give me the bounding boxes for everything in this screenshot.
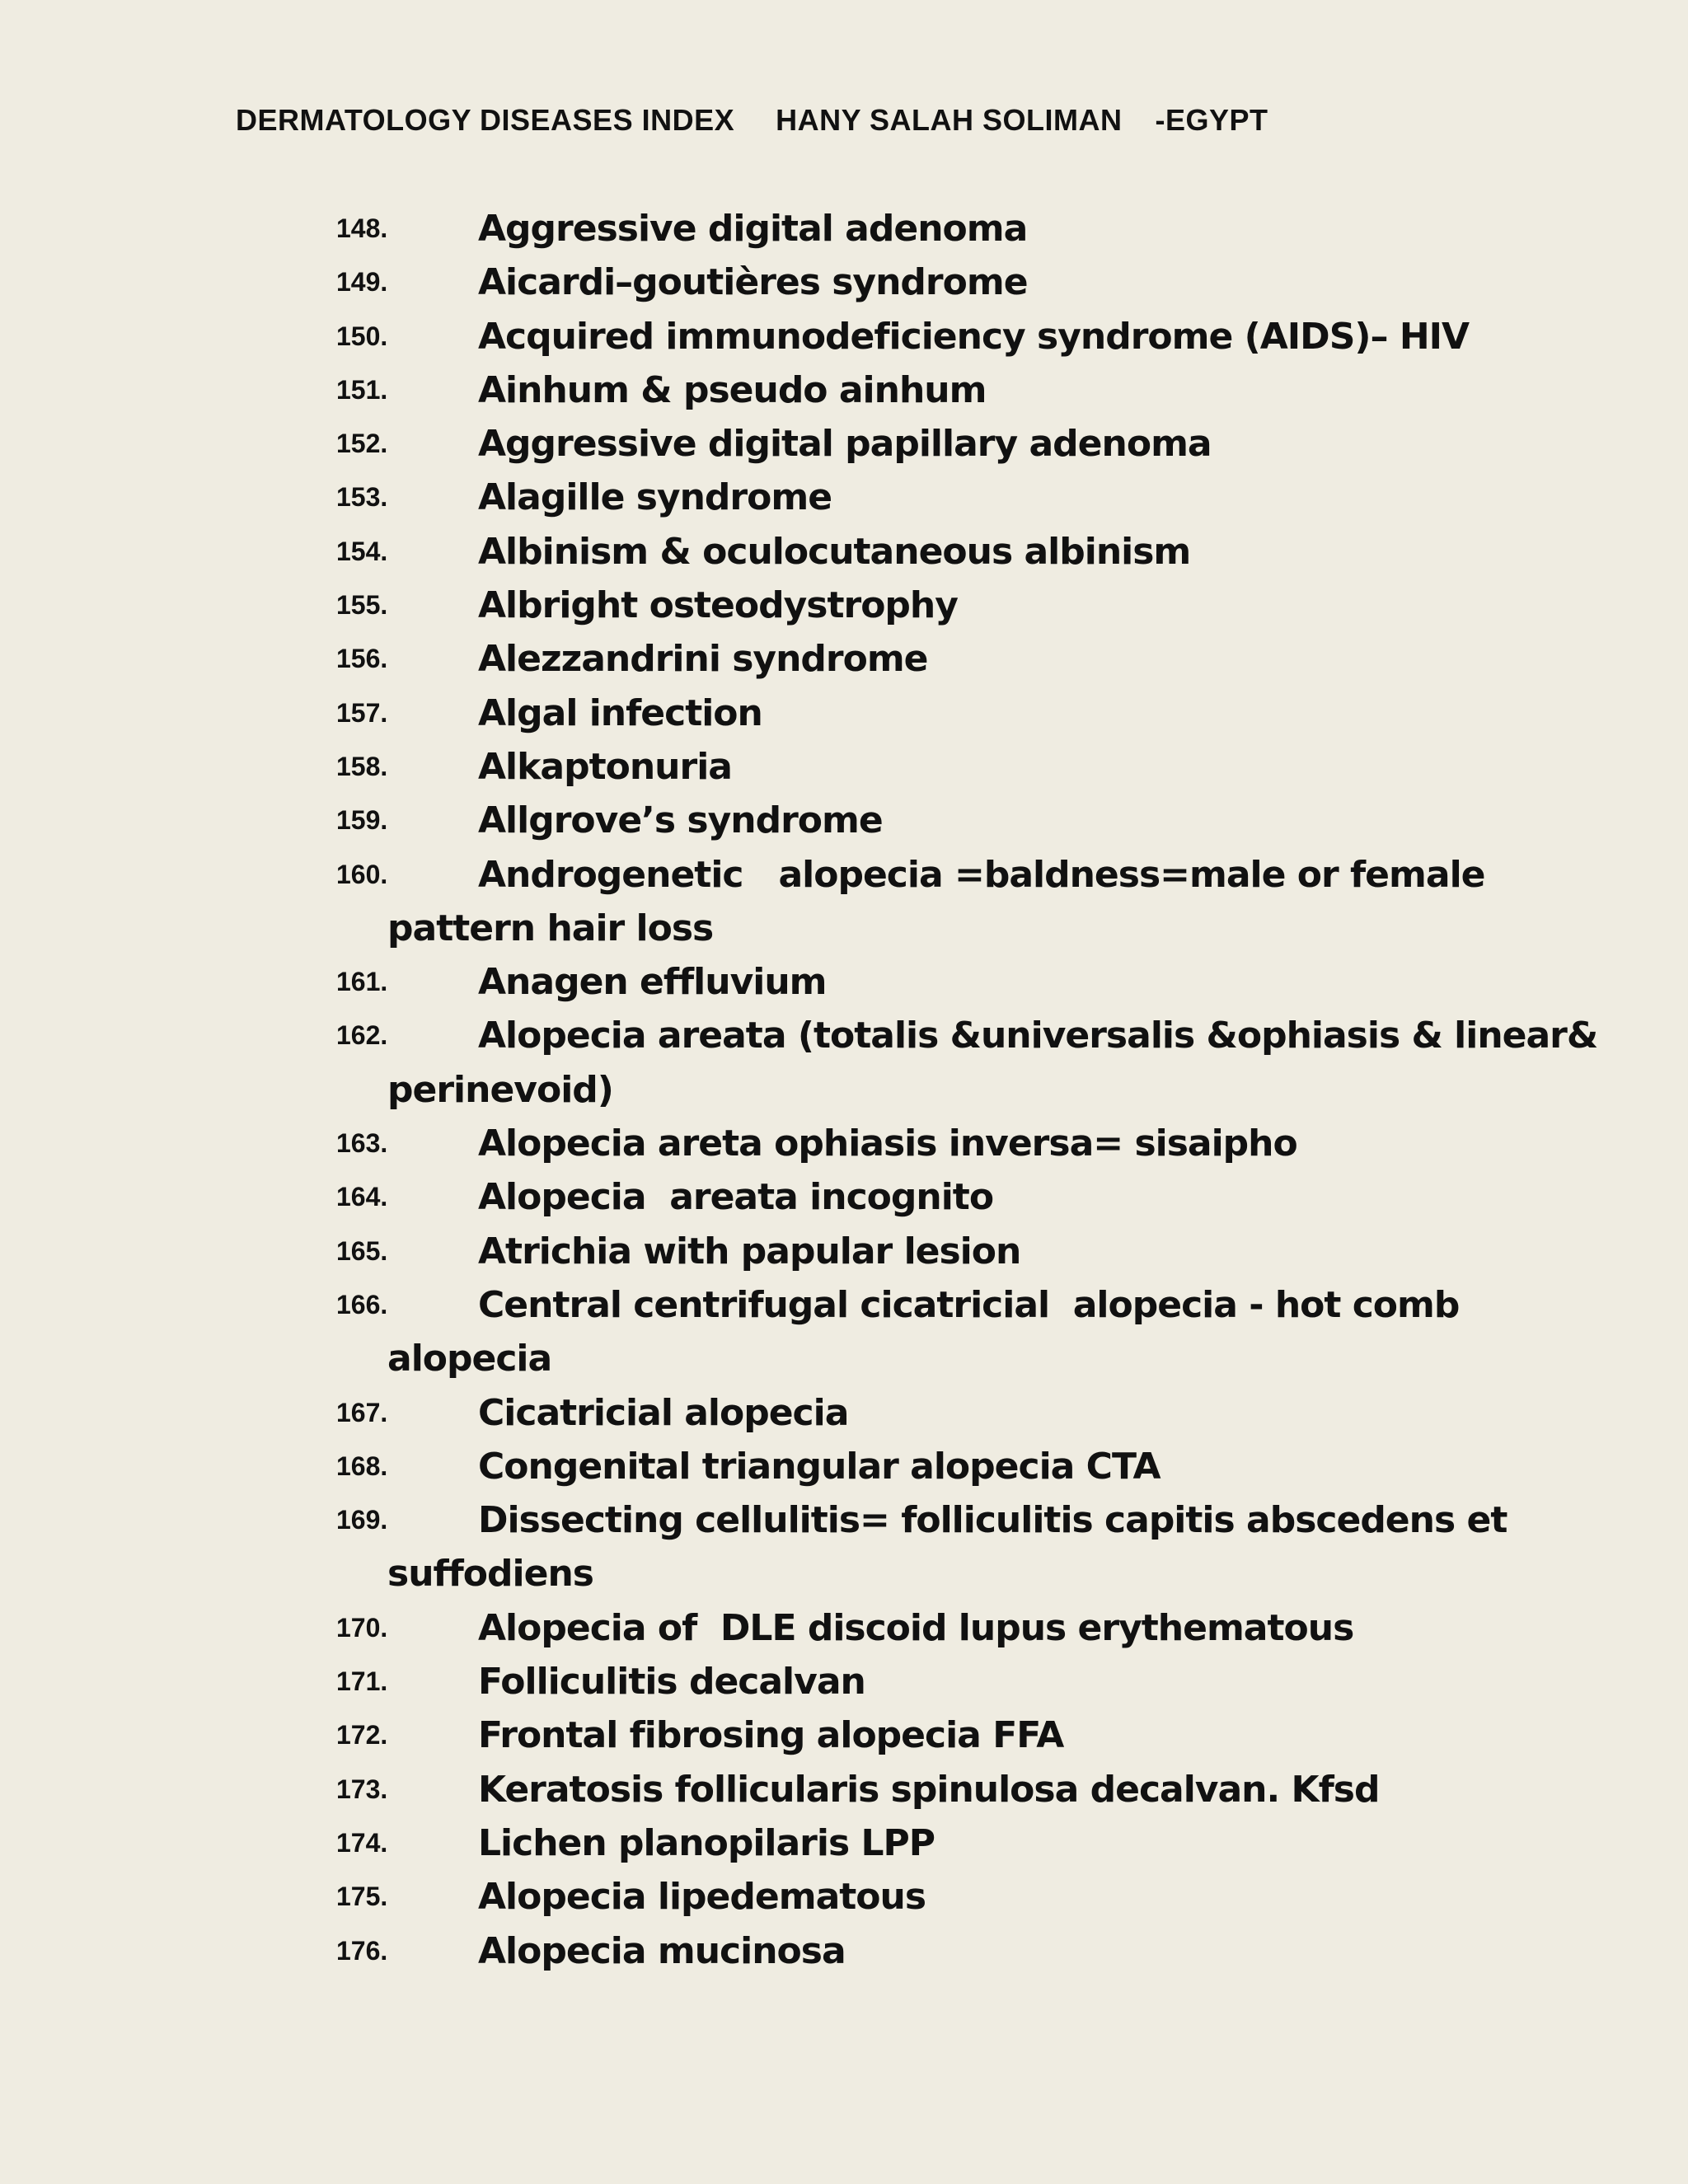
disease-list: [336, 202, 1598, 1978]
item-number: 173.: [336, 1774, 388, 1804]
list-item: [336, 1225, 1589, 1278]
item-title-line: Aggressive digital adenoma: [478, 208, 1028, 250]
item-number: 156.: [336, 644, 388, 674]
list-item: [336, 525, 1589, 579]
item-title: [336, 1816, 1589, 1870]
item-number: 164.: [336, 1182, 388, 1212]
list-item: [336, 1870, 1589, 1924]
item-title: [336, 363, 1589, 417]
item-number: 168.: [336, 1451, 388, 1481]
item-number: 150.: [336, 321, 388, 351]
item-title: [336, 687, 1589, 740]
item-title: [336, 1655, 1589, 1708]
item-number: 172.: [336, 1720, 388, 1750]
item-title-line: Alezzandrini syndrome: [478, 638, 928, 681]
item-title: [336, 525, 1589, 579]
item-title: [336, 579, 1589, 632]
item-title-line: Acquired immunodeficiency syndrome (AIDS)– HIV: [478, 315, 1470, 358]
item-title-line: Alopecia areta ophiasis inversa= sisaipho: [478, 1122, 1297, 1165]
item-title: [336, 1278, 1589, 1332]
list-item: [336, 1708, 1589, 1762]
item-title: [336, 1225, 1589, 1278]
item-title-line: Aicardi–goutières syndrome: [478, 261, 1028, 304]
item-title-line: Dissecting cellulitis= folliculitis capitis abscedens et: [478, 1499, 1507, 1542]
list-item: [336, 1601, 1589, 1655]
item-title: [336, 1870, 1589, 1924]
item-title: [336, 471, 1589, 524]
list-item: [336, 471, 1589, 524]
list-item: [336, 1924, 1589, 1978]
item-number: 161.: [336, 967, 388, 997]
list-item: [336, 740, 1589, 794]
item-number: 175.: [336, 1882, 388, 1912]
item-title-line: Congenital triangular alopecia CTA: [478, 1445, 1160, 1488]
item-number: 162.: [336, 1020, 388, 1051]
item-title-line: Allgrove’s syndrome: [478, 799, 883, 842]
page-header: [236, 101, 1268, 140]
item-number: 174.: [336, 1827, 388, 1858]
item-title-line: Algal infection: [478, 691, 762, 734]
item-number: 149.: [336, 267, 388, 298]
item-number: 166.: [336, 1289, 388, 1319]
item-title-line: Androgenetic alopecia =baldness=male or female: [478, 853, 1485, 896]
item-title-continuation: perinevoid): [387, 1068, 613, 1111]
item-title: [336, 740, 1589, 794]
item-title: [336, 1601, 1589, 1655]
item-title: [336, 417, 1589, 471]
item-title-line: Alkaptonuria: [478, 745, 732, 788]
item-title: [336, 310, 1589, 363]
item-title-line: Alopecia mucinosa: [478, 1929, 846, 1972]
list-item: [336, 955, 1589, 1009]
item-number: 158.: [336, 751, 388, 781]
list-item: [336, 687, 1589, 740]
list-item: [336, 1493, 1589, 1601]
item-title-line: Aggressive digital papillary adenoma: [478, 423, 1212, 466]
item-title-continuation: suffodiens: [387, 1553, 593, 1596]
list-item: [336, 363, 1589, 417]
item-number: 171.: [336, 1666, 388, 1697]
item-number: 159.: [336, 805, 388, 836]
item-title-line: Folliculitis decalvan: [478, 1661, 865, 1704]
item-number: 154.: [336, 536, 388, 566]
item-title: [336, 1924, 1589, 1978]
list-item: [336, 848, 1589, 956]
item-title-line: Alopecia areata incognito: [478, 1176, 994, 1219]
list-item: [336, 1816, 1589, 1870]
item-title-line: Anagen effluvium: [478, 961, 827, 1004]
item-number: 169.: [336, 1505, 388, 1535]
list-item: [336, 632, 1589, 686]
list-item: [336, 1655, 1589, 1708]
item-number: 163.: [336, 1128, 388, 1159]
list-item: [336, 1009, 1598, 1117]
list-item: [336, 1440, 1589, 1493]
item-title-line: Keratosis follicularis spinulosa decalvan. Kfsd: [478, 1768, 1380, 1811]
list-item: [336, 1763, 1589, 1816]
item-title-line: Cicatricial alopecia: [478, 1391, 849, 1434]
item-title-line: Albright osteodystrophy: [478, 584, 958, 627]
item-title: [336, 1763, 1589, 1816]
list-item: [336, 1170, 1589, 1224]
item-title: [336, 1170, 1589, 1224]
item-title-line: Lichen planopilaris LPP: [478, 1821, 935, 1864]
item-title: [336, 1117, 1589, 1170]
item-title-line: Albinism & oculocutaneous albinism: [478, 530, 1191, 573]
list-item: [336, 255, 1589, 309]
item-number: 151.: [336, 374, 388, 405]
list-item: [336, 1386, 1589, 1440]
header-title: DERMATOLOGY DISEASES INDEX: [236, 103, 735, 137]
list-item: [336, 202, 1589, 255]
item-title-line: Frontal fibrosing alopecia FFA: [478, 1714, 1064, 1757]
item-title: [336, 848, 1589, 902]
item-title: [336, 202, 1589, 255]
item-title: [336, 1386, 1589, 1440]
item-title-line: Alopecia of DLE discoid lupus erythematous: [478, 1606, 1354, 1649]
header-country: -EGYPT: [1155, 103, 1268, 137]
list-item: [336, 417, 1589, 471]
item-title-line: Alopecia areata (totalis &universalis &ophiasis & linear&: [478, 1015, 1598, 1057]
item-title-continuation: pattern hair loss: [387, 907, 714, 949]
item-title: [336, 1493, 1589, 1547]
item-number: 167.: [336, 1397, 388, 1427]
list-item: [336, 794, 1589, 847]
list-item: [336, 310, 1589, 363]
item-number: 152.: [336, 429, 388, 459]
item-number: 176.: [336, 1935, 388, 1966]
item-title: [336, 1440, 1589, 1493]
item-title: [336, 1708, 1589, 1762]
item-title-line: Alagille syndrome: [478, 476, 832, 519]
list-item: [336, 579, 1589, 632]
item-number: 148.: [336, 213, 388, 243]
item-title: [336, 955, 1589, 1009]
item-title-line: Atrichia with papular lesion: [478, 1230, 1021, 1272]
item-title-line: Central centrifugal cicatricial alopecia - hot comb: [478, 1283, 1460, 1326]
item-number: 153.: [336, 482, 388, 513]
item-title-line: Alopecia lipedematous: [478, 1876, 926, 1919]
item-title-continuation: alopecia: [387, 1338, 552, 1380]
item-title: [336, 255, 1589, 309]
list-item: [336, 1117, 1589, 1170]
item-title-line: Ainhum & pseudo ainhum: [478, 368, 987, 411]
item-title: [336, 632, 1589, 686]
item-number: 170.: [336, 1612, 388, 1643]
item-title: [336, 794, 1589, 847]
list-item: [336, 1278, 1589, 1386]
item-number: 160.: [336, 859, 388, 889]
item-number: 165.: [336, 1235, 388, 1266]
header-author: HANY SALAH SOLIMAN: [776, 103, 1123, 137]
item-number: 155.: [336, 590, 388, 621]
item-title: [336, 1009, 1598, 1062]
item-number: 157.: [336, 697, 388, 728]
